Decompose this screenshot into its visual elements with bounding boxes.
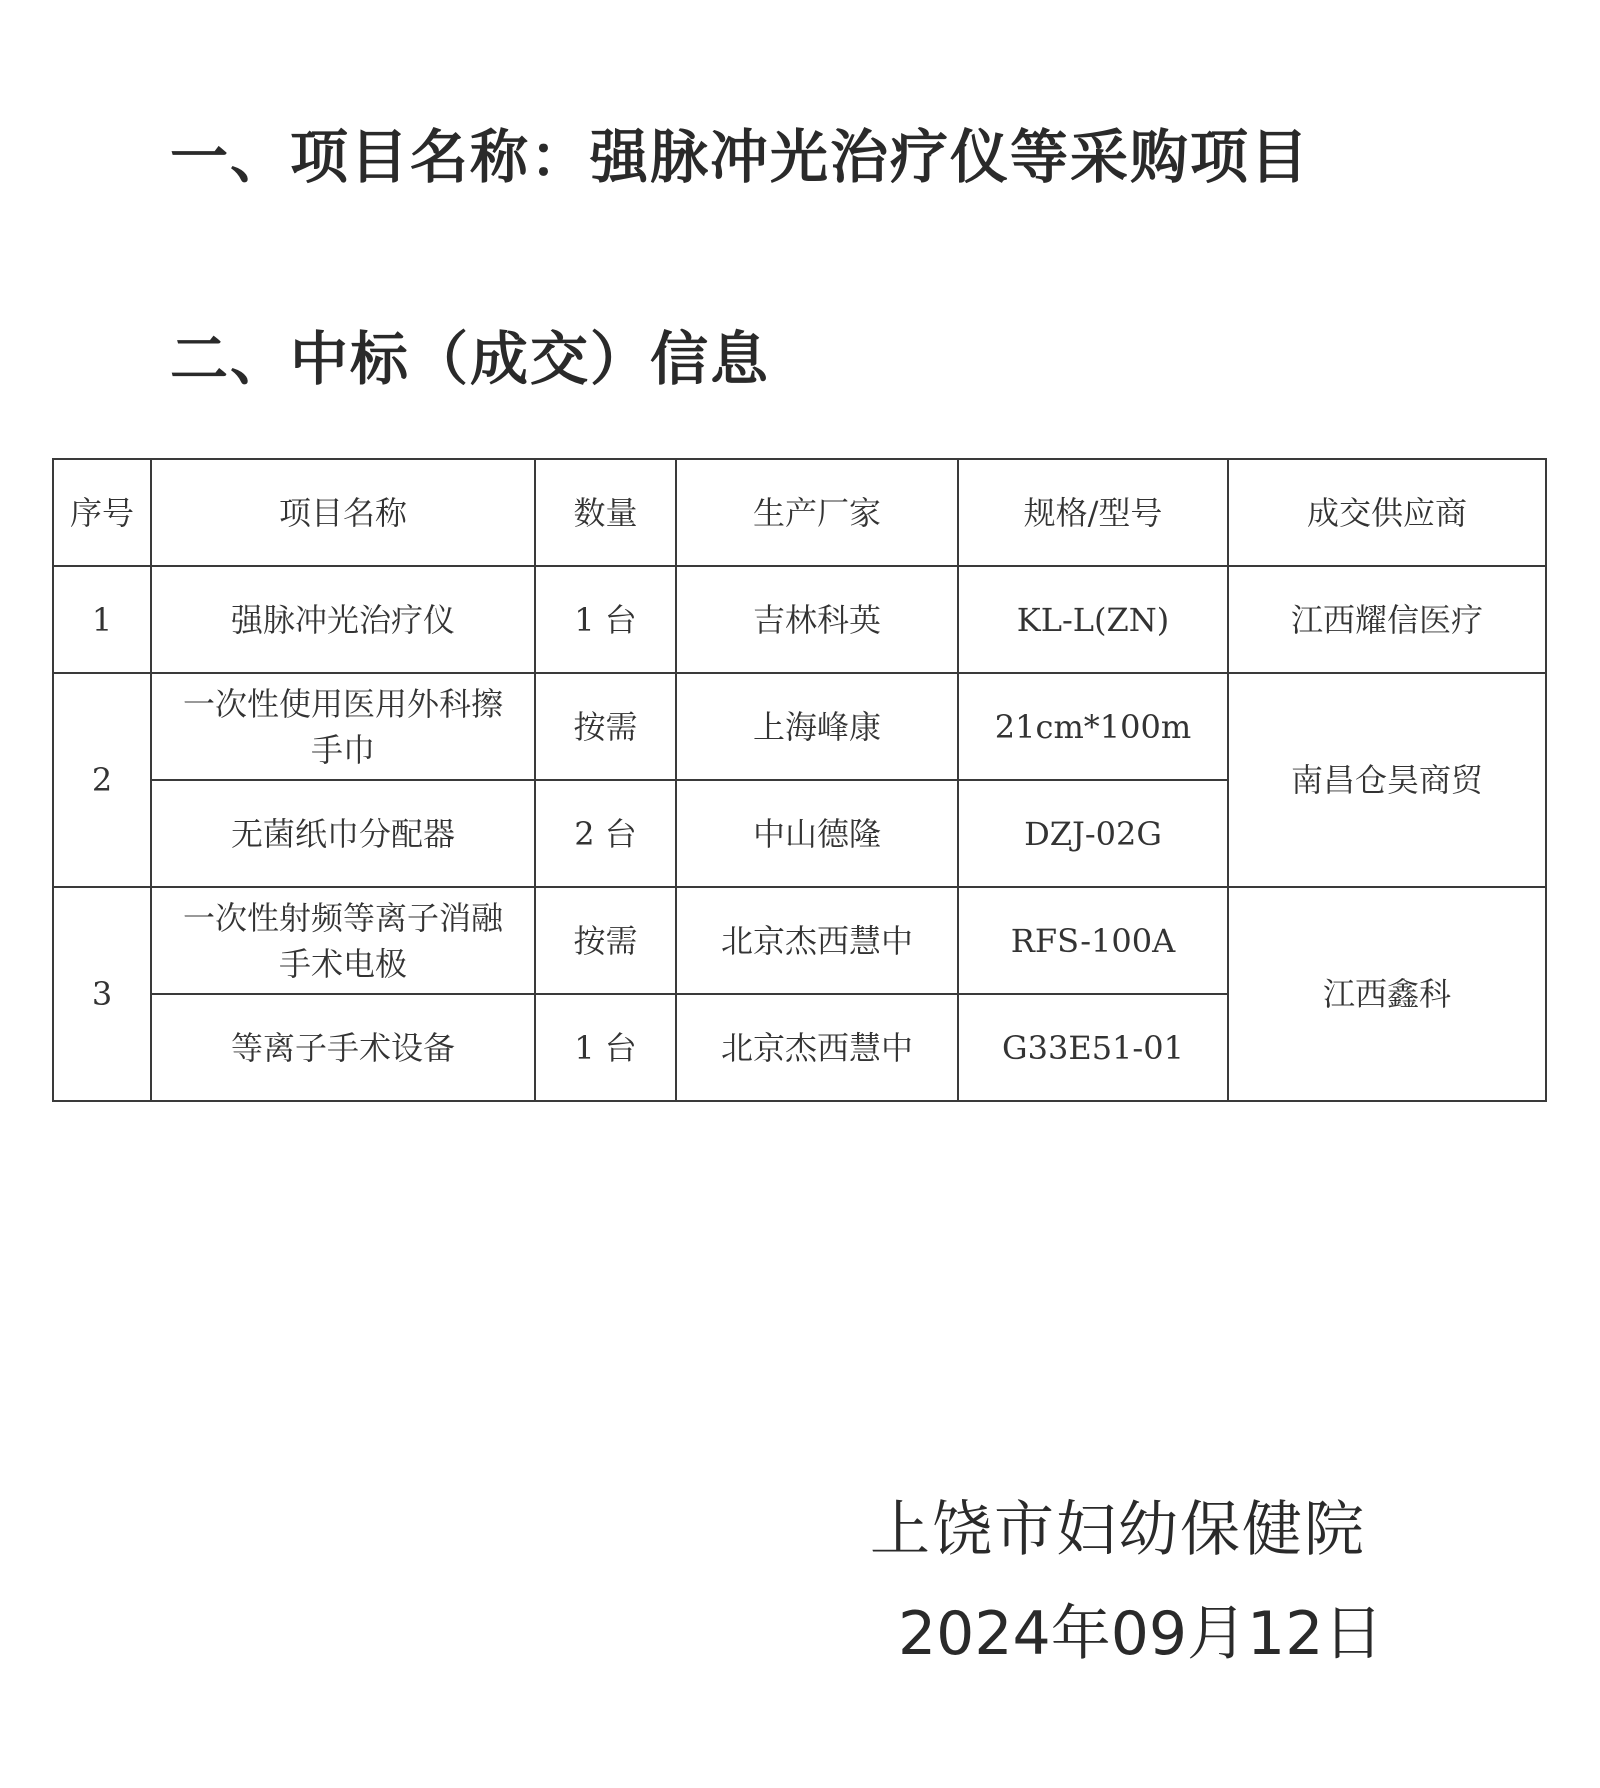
award-table [52,458,1547,1102]
cell-spec: KL-L(ZN) [958,566,1228,673]
table-row [53,566,1546,673]
cell-name: 无菌纸巾分配器 [151,780,535,887]
table-header-row [53,459,1546,566]
cell-maker: 上海峰康 [676,673,958,780]
cell-seq: 3 [53,887,151,1101]
cell-name: 等离子手术设备 [151,994,535,1101]
header-seq: 序号 [53,459,151,566]
header-spec: 规格/型号 [958,459,1228,566]
cell-qty: 按需 [535,673,676,780]
table-row [53,673,1546,780]
cell-name: 一次性使用医用外科擦手巾 [151,673,535,780]
cell-supplier: 江西鑫科 [1228,887,1546,1101]
cell-seq: 1 [53,566,151,673]
cell-qty: 1 台 [535,566,676,673]
issue-date: 2024年09月12日 [898,1599,1384,1669]
cell-qty: 1 台 [535,994,676,1101]
header-qty: 数量 [535,459,676,566]
cell-qty: 2 台 [535,780,676,887]
project-name-heading: 一、项目名称：强脉冲光治疗仪等采购项目 [170,123,1311,191]
cell-spec: DZJ-02G [958,780,1228,887]
cell-maker: 吉林科英 [676,566,958,673]
cell-maker: 中山德隆 [676,780,958,887]
cell-spec: G33E51-01 [958,994,1228,1101]
cell-seq: 2 [53,673,151,887]
cell-maker: 北京杰西慧中 [676,994,958,1101]
table-row [53,887,1546,994]
cell-qty: 按需 [535,887,676,994]
cell-name: 强脉冲光治疗仪 [151,566,535,673]
header-name: 项目名称 [151,459,535,566]
cell-maker: 北京杰西慧中 [676,887,958,994]
issuing-organization: 上饶市妇幼保健院 [870,1495,1366,1565]
cell-spec: 21cm*100m [958,673,1228,780]
award-info-heading: 二、中标（成交）信息 [170,325,771,393]
header-maker: 生产厂家 [676,459,958,566]
cell-supplier: 南昌仓昊商贸 [1228,673,1546,887]
cell-spec: RFS-100A [958,887,1228,994]
cell-name: 一次性射频等离子消融手术电极 [151,887,535,994]
header-supplier: 成交供应商 [1228,459,1546,566]
cell-supplier: 江西耀信医疗 [1228,566,1546,673]
